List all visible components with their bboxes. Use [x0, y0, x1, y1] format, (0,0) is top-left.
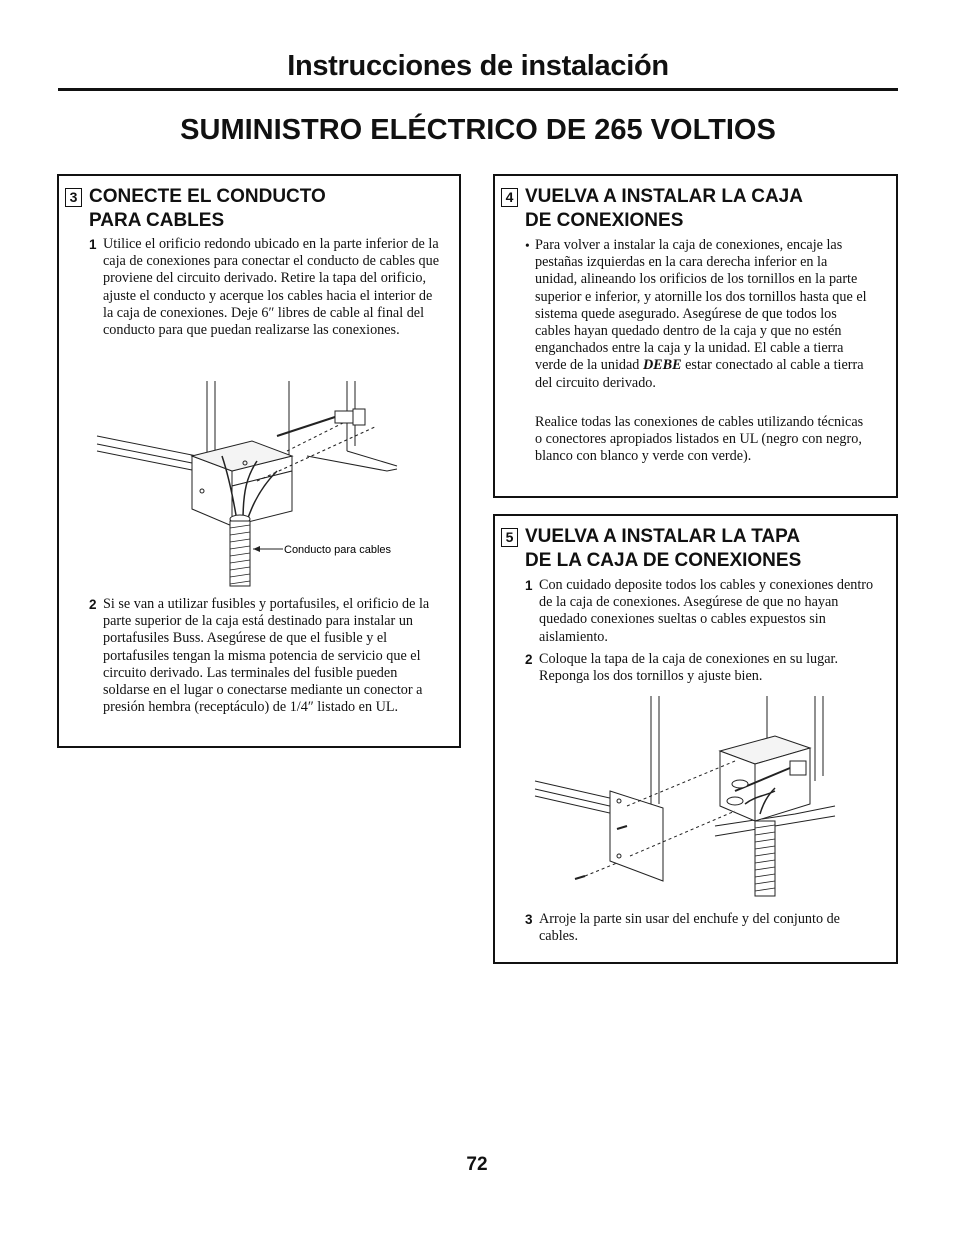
step-5-item-2-text: Coloque la tapa de la caja de conexiones en su lugar. Reponga los dos tornillos y ajuste bien. [539, 651, 839, 685]
page-number: 72 [466, 1154, 488, 1175]
step-5-title-line1: VUELVA A INSTALAR LA TAPA [525, 526, 801, 547]
step-5-item-3-text: Arroje la parte sin usar del enchufe y del conjunto de cables. [539, 911, 840, 945]
step-3-item-1-text: Utilice el orificio redondo ubicado en la parte inferior de la caja de conexiones para conectar el conducto de cables que proviene del circuito derivado. Retire la tapa del orificio, ajuste el conducto y acerque los cables hacia el interior de la caja de conexiones. Deje 6″ libres de cable al final del conducto para que puedan realizarse las conexiones. [103, 236, 439, 339]
step-5-number: 5 [501, 528, 518, 547]
step-3-item-1-number: 1 [89, 237, 97, 252]
junction-box-cover-diagram [535, 696, 855, 901]
step-3-item-1 [89, 236, 439, 339]
step-5-item-3-number: 3 [525, 912, 533, 927]
step-3-panel [57, 174, 461, 748]
step-5-title-line2: DE LA CAJA DE CONEXIONES [525, 550, 802, 571]
step-4-bullet-text [535, 237, 870, 392]
step-3-heading [65, 185, 445, 233]
page-header-title: Instrucciones de instalación [287, 50, 669, 82]
step-5-panel [493, 514, 898, 964]
step-3-item-2-text: Si se van a utilizar fusibles y portafusiles, el orificio de la parte superior de la caja está destinado para instalar un portafusiles Buss. Asegúrese de que el fusible y el portafusiles tengan la misma potencia de servicio que el circuito derivado. Las terminales del fusible pueden soldarse en el lugar o conectarse mediante un conector a presión hembra (receptáculo) de 1/4″ listado en UL. [103, 596, 430, 716]
step-3-number: 3 [65, 188, 82, 207]
step-4-number: 4 [501, 188, 518, 207]
step-4-panel [493, 174, 898, 498]
step-4-paragraph: Realice todas las conexiones de cables utilizando técnicas o conectores apropiados listados en UL (negro con negro, blanco con blanco y verde con verde). [535, 414, 864, 465]
step-5-item-1-text: Con cuidado deposite todos los cables y conexiones dentro de la caja de conexiones. Asegúrese de que no hayan quedado conexiones sueltas o cables expuestos sin aislamiento. [539, 577, 874, 645]
step-4-bullet-mark: • [525, 238, 530, 253]
step-4-emphasis: DEBE [642, 357, 682, 374]
step-3-item-2-number: 2 [89, 597, 97, 612]
step-4-bullet-text-b: estar conectado al cable a tierra del circuito derivado. [535, 357, 864, 391]
step-5-item-3 [525, 911, 880, 945]
step-5-item-2 [525, 651, 880, 685]
step-4-bullet [525, 237, 870, 392]
conduit-installation-diagram [97, 381, 427, 591]
step-5-item-1 [525, 577, 880, 646]
step-5-item-2-number: 2 [525, 652, 533, 667]
step-4-title-line2: DE CONEXIONES [525, 210, 684, 231]
section-title: SUMINISTRO ELÉCTRICO DE 265 VOLTIOS [180, 114, 776, 146]
conduit-label: Conducto para cables [284, 544, 392, 556]
step-3-title-line2: PARA CABLES [89, 210, 225, 231]
step-5-item-1-number: 1 [525, 578, 533, 593]
step-5-heading [501, 525, 886, 573]
step-4-bullet-text-a: Para volver a instalar la caja de conexiones, encaje las pestañas izquierdas en la cara derecha inferior en la unidad, alineando los orificios de los tornillos en la parte superior e inferior, y atornille los dos tornillos hasta que el sistema quede asegurado. Asegúrese de que todos los cables hayan quedado dentro de la caja y que no estén enganchados entre la caja y la unidad. El cable a tierra verde de la unidad [535, 237, 867, 374]
step-3-item-2 [89, 596, 445, 716]
step-4-title-line1: VUELVA A INSTALAR LA CAJA [525, 186, 803, 207]
header-rule [58, 88, 898, 91]
step-4-heading [501, 185, 886, 233]
step-3-title-line1: CONECTE EL CONDUCTO [89, 186, 326, 207]
